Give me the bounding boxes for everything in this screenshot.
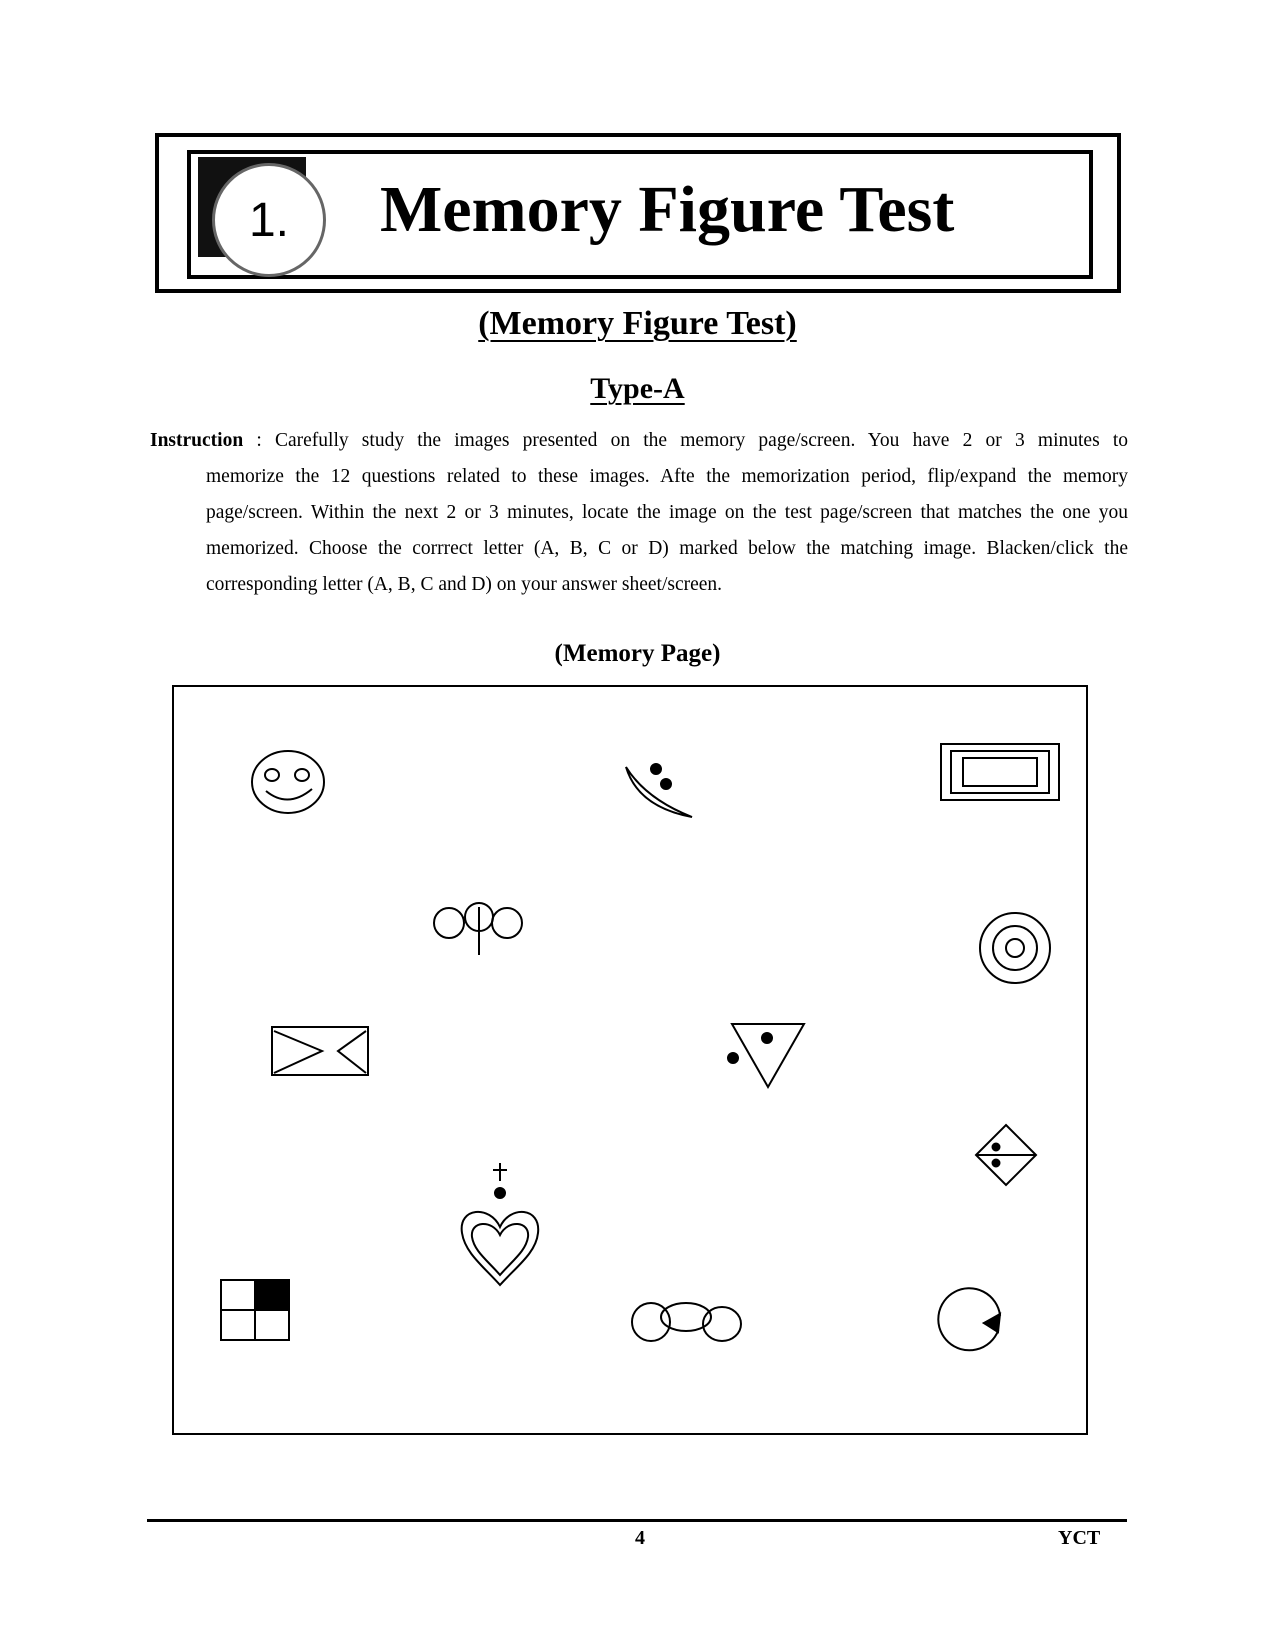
subtitle-text: (Memory Figure Test) xyxy=(478,305,797,342)
memory-page-figures xyxy=(172,685,1088,1435)
type-label-text: Type-A xyxy=(590,372,685,405)
envelope-triangles-figure xyxy=(272,1027,368,1075)
type-label xyxy=(0,372,1275,406)
instruction-rest-text: memorize the 12 questions related to these images. Afte the memorization period, flip/expand the memory page/screen. Within the next 2 or 3 minutes, locate the image on the test page/screen that matches the one you memorized. Choose the corrrect letter (A, B, C or D) marked below the matching image. Blacken/click the corresponding letter (A, B, C and D) on your answer sheet/screen. xyxy=(206,466,1128,595)
heart-cross-figure xyxy=(462,1163,539,1285)
page-number: 4 xyxy=(635,1527,645,1549)
chapter-number: 1. xyxy=(212,163,326,277)
instruction-paragraph xyxy=(150,423,1128,603)
instruction-label: Instruction xyxy=(150,430,244,451)
grid-square-figure xyxy=(221,1280,289,1340)
inverted-triangle-dots-figure xyxy=(728,1024,804,1087)
instruction-separator: : xyxy=(243,430,275,451)
crescent-with-dots-figure xyxy=(626,764,692,817)
diamond-dots-figure xyxy=(976,1125,1036,1185)
smiley-face-figure xyxy=(252,751,324,813)
nested-rectangles-figure xyxy=(941,744,1059,800)
instruction-first-line xyxy=(150,423,1128,459)
concentric-circles-figure xyxy=(980,913,1050,983)
chapter-title: Memory Figure Test xyxy=(380,173,955,246)
memory-page-title: (Memory Page) xyxy=(554,640,721,667)
three-circles-stick-figure xyxy=(434,903,522,955)
three-ovals-chain-figure xyxy=(632,1303,741,1341)
subtitle xyxy=(0,305,1275,343)
instruction-first-text: Carefully study the images presented on the memory page/screen. You have 2 or 3 minutes to xyxy=(274,430,1129,451)
circle-notch-figure xyxy=(938,1288,1000,1350)
footer-brand: YCT xyxy=(1058,1527,1101,1549)
footer-divider xyxy=(147,1519,1127,1522)
